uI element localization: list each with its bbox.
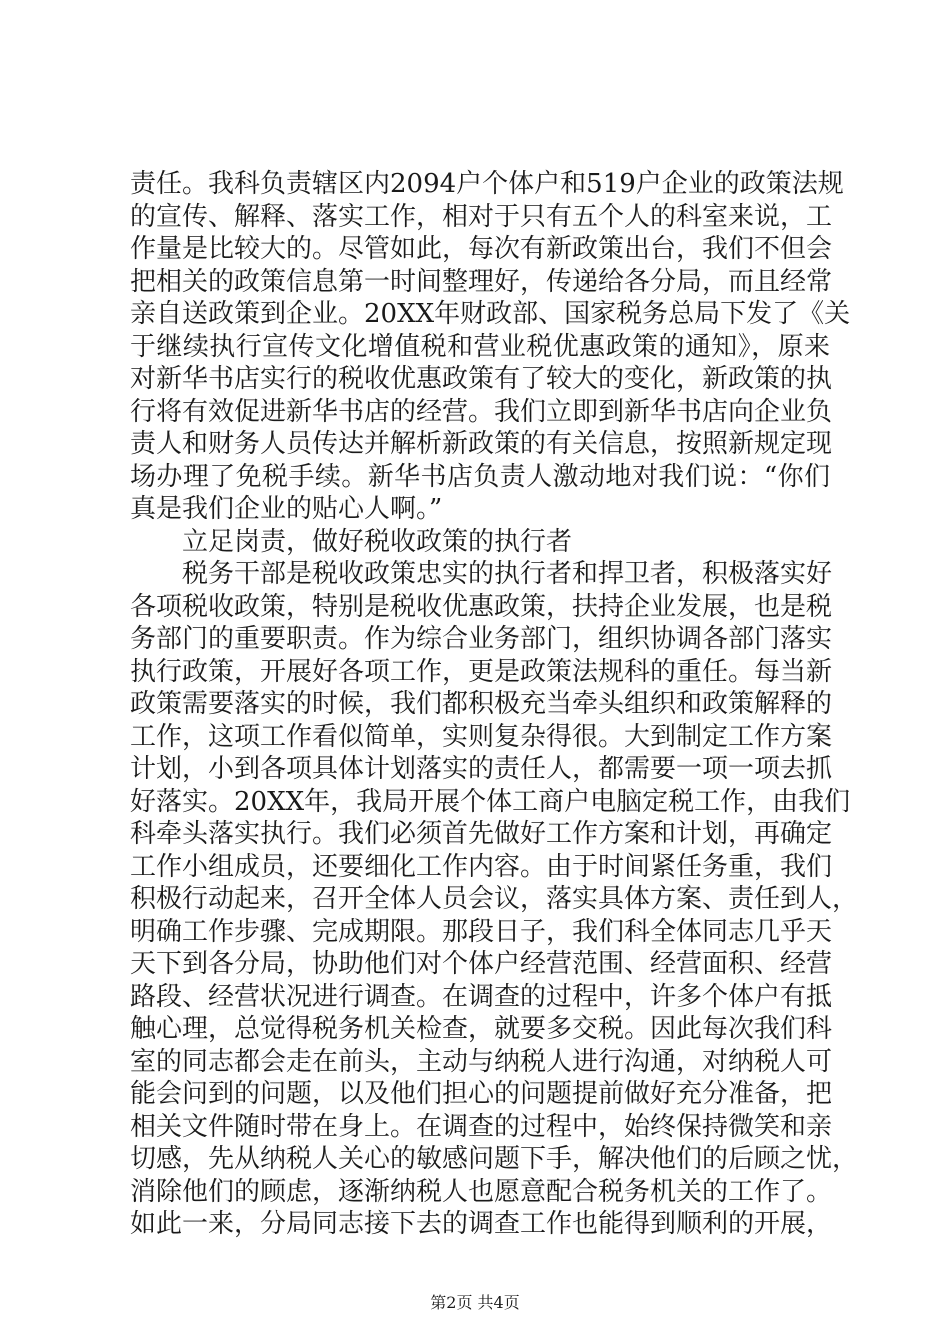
text-line: 责人和财务人员传达并解析新政策的有关信息，按照新规定现 [130, 429, 833, 459]
text-line: 务部门的重要职责。作为综合业务部门，组织协调各部门落实 [130, 624, 833, 654]
text-line: 责任。我科负责辖区内2094户个体户和519户企业的政策法规 [130, 169, 844, 199]
text-line: 工作小组成员，还要细化工作内容。由于时间紧任务重，我们 [130, 851, 833, 882]
text-line: 能会问到的问题，以及他们担心的问题提前做好充分准备，把 [130, 1079, 833, 1109]
body-text [130, 168, 859, 1241]
text-line: 计划，小到各项具体计划落实的责任人，都需要一项一项去抓 [130, 754, 833, 784]
text-line: 相关文件随时带在身上。在调查的过程中，始终保持微笑和亲 [130, 1111, 833, 1142]
text-line: 好落实。20XX年，我局开展个体工商户电脑定税工作，由我们 [130, 786, 851, 817]
text-line: 亲自送政策到企业。20XX年财政部、国家税务总局下发了《关 [130, 299, 851, 329]
text-line: 场办理了免税手续。新华书店负责人激动地对我们说：“你们 [130, 461, 830, 492]
section-heading: 立足岗责，做好税收政策的执行者 [182, 526, 573, 557]
text-line: 工作，这项工作看似简单，实则复杂得很。大到制定工作方案 [130, 721, 833, 752]
text-line: 真是我们企业的贴心人啊。” [130, 494, 443, 524]
text-line: 把相关的政策信息第一时间整理好，传递给各分局，而且经常 [130, 266, 833, 297]
text-line: 路段、经营状况进行调查。在调查的过程中，许多个体户有抵 [130, 981, 833, 1012]
text-line: 各项税收政策，特别是税收优惠政策，扶持企业发展，也是税 [130, 591, 833, 622]
text-line: 对新华书店实行的税收优惠政策有了较大的变化，新政策的执 [130, 364, 833, 394]
text-line: 税务干部是税收政策忠实的执行者和捍卫者，积极落实好 [182, 559, 833, 589]
text-line: 如此一来，分局同志接下去的调查工作也能得到顺利的开展， [130, 1209, 833, 1239]
text-line: 政策需要落实的时候，我们都积极充当牵头组织和政策解释的 [130, 689, 833, 719]
text-line: 切感，先从纳税人关心的敏感问题下手，解决他们的后顾之忧， [130, 1144, 859, 1174]
text-line: 执行政策，开展好各项工作，更是政策法规科的重任。每当新 [130, 656, 833, 687]
text-line: 触心理，总觉得税务机关检查，就要多交税。因此每次我们科 [130, 1014, 833, 1044]
text-line: 科牵头落实执行。我们必须首先做好工作方案和计划，再确定 [130, 819, 833, 849]
text-line: 行将有效促进新华书店的经营。我们立即到新华书店向企业负 [130, 396, 833, 427]
text-line: 消除他们的顾虑，逐渐纳税人也愿意配合税务机关的工作了。 [130, 1176, 833, 1207]
text-line: 室的同志都会走在前头，主动与纳税人进行沟通，对纳税人可 [130, 1046, 833, 1077]
text-line: 明确工作步骤、完成期限。那段日子，我们科全体同志几乎天 [130, 916, 833, 947]
text-line: 作量是比较大的。尽管如此，每次有新政策出台，我们不但会 [130, 234, 833, 264]
text-line: 的宣传、解释、落实工作，相对于只有五个人的科室来说，工 [130, 201, 833, 232]
text-line: 于继续执行宣传文化增值税和营业税优惠政策的通知》，原来 [130, 331, 830, 362]
page-number: 第2页 共4页 [430, 1293, 520, 1312]
text-line: 天下到各分局，协助他们对个体户经营范围、经营面积、经营 [130, 949, 833, 979]
text-line: 积极行动起来，召开全体人员会议，落实具体方案、责任到人， [130, 884, 859, 914]
